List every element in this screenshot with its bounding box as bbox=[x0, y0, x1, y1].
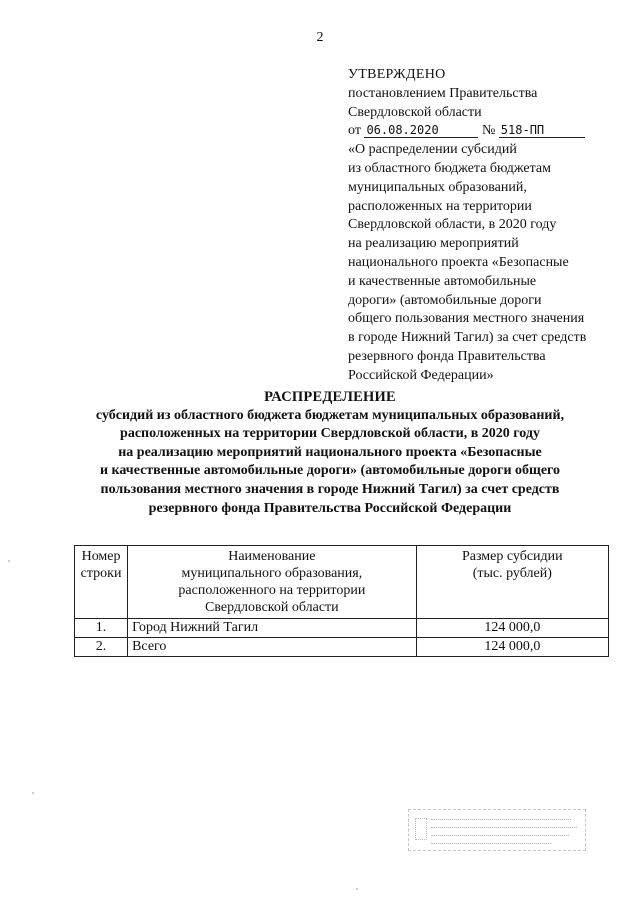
header-amount bbox=[416, 546, 608, 619]
header-name-line: Наименование bbox=[228, 549, 316, 564]
row-number: 1. bbox=[75, 619, 128, 638]
subsidy-table bbox=[74, 545, 609, 657]
date-prefix: от bbox=[348, 123, 361, 139]
header-number-line: Номер bbox=[81, 549, 121, 564]
resolution-title-line: дороги» (автомобильные дороги bbox=[348, 292, 542, 308]
resolution-title-line: и качественные автомобильные bbox=[348, 273, 537, 289]
approval-heading: УТВЕРЖДЕНО bbox=[348, 67, 446, 82]
table-header-row bbox=[75, 546, 609, 619]
resolution-title-line: «О распределении субсидий bbox=[348, 142, 517, 158]
resolution-title-line: муниципальных образований, bbox=[348, 179, 527, 195]
resolution-title-line: из областного бюджета бюджетам bbox=[348, 160, 551, 176]
resolution-title-line: в городе Нижний Тагил) за счет средств bbox=[348, 330, 587, 346]
row-name: Всего bbox=[128, 638, 417, 657]
table-row bbox=[75, 619, 609, 638]
header-name-line: расположенного на территории bbox=[178, 583, 366, 598]
resolution-title-line: общего пользования местного значения bbox=[348, 311, 585, 327]
header-name bbox=[128, 546, 417, 619]
distribution-title-block bbox=[60, 388, 600, 518]
approval-date-number-line bbox=[348, 122, 628, 141]
number-prefix: № bbox=[481, 123, 496, 139]
resolution-title-line: Российской Федерации» bbox=[348, 367, 494, 383]
resolution-title-line: на реализацию мероприятий bbox=[348, 236, 519, 252]
distribution-subtitle-line: и качественные автомобильные дороги» (автомобильные дороги общего bbox=[99, 463, 561, 479]
resolution-title-line: Свердловской области, в 2020 году bbox=[348, 217, 557, 233]
header-name-line: муниципального образования, bbox=[181, 566, 363, 581]
header-amount-line: (тыс. рублей) bbox=[472, 566, 552, 581]
approval-line: Свердловской области bbox=[348, 104, 482, 120]
resolution-title-line: национального проекта «Безопасные bbox=[348, 254, 569, 270]
stamp-line bbox=[431, 819, 571, 821]
distribution-subtitle-line: на реализацию мероприятий национального проекта «Безопасные bbox=[118, 444, 542, 460]
table-row bbox=[75, 638, 609, 657]
stamp-line bbox=[431, 827, 577, 829]
header-name-line: Свердловской области bbox=[205, 600, 339, 615]
header-number bbox=[75, 546, 128, 619]
header-amount-line: Размер субсидии bbox=[461, 549, 563, 564]
approval-number: 518-ПП bbox=[499, 124, 585, 138]
row-name: Город Нижний Тагил bbox=[128, 619, 417, 638]
resolution-title-line: расположенных на территории bbox=[348, 198, 532, 214]
distribution-heading: РАСПРЕДЕЛЕНИЕ bbox=[264, 389, 396, 405]
approval-date: 06.08.2020 bbox=[364, 124, 478, 138]
stamp-line bbox=[431, 843, 551, 845]
stamp-mark bbox=[415, 818, 427, 840]
resolution-title-line: резервного фонда Правительства bbox=[348, 348, 546, 364]
distribution-subtitle-line: расположенных на территории Свердловской области, в 2020 году bbox=[120, 426, 540, 442]
header-number-line: строки bbox=[80, 566, 122, 581]
distribution-subtitle-line: субсидий из областного бюджета бюджетам муниципальных образований, bbox=[95, 407, 565, 423]
row-amount: 124 000,0 bbox=[416, 619, 608, 638]
distribution-subtitle-line: пользования местного значения в городе Нижний Тагил) за счет средств bbox=[100, 481, 560, 497]
approval-block bbox=[348, 66, 628, 386]
faded-stamp bbox=[408, 809, 586, 851]
row-number: 2. bbox=[75, 638, 128, 657]
distribution-subtitle-line: резервного фонда Правительства Российской Федерации bbox=[148, 500, 512, 516]
row-amount: 124 000,0 bbox=[416, 638, 608, 657]
approval-line: постановлением Правительства bbox=[348, 85, 538, 101]
scan-speck bbox=[356, 888, 358, 890]
stamp-line bbox=[431, 835, 569, 837]
scan-speck bbox=[8, 560, 10, 562]
page-number: 2 bbox=[316, 30, 324, 45]
scan-speck bbox=[32, 792, 34, 794]
